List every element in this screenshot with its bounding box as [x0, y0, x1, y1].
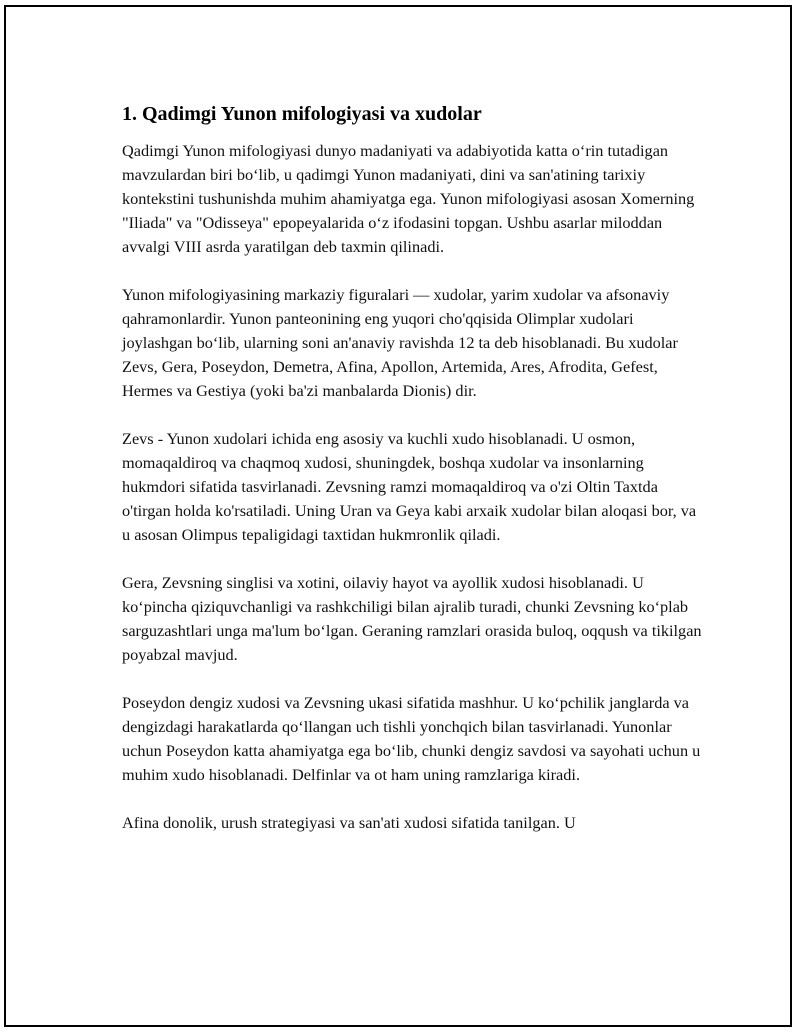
- paragraph-poseidon: Poseydon dengiz xudosi va Zevsning ukasi sifatida mashhur. U ko‘pchilik janglarda va dengizdagi harakatlarda qo‘llangan uch tishli yonchqich bilan tasvirlanadi. Yunonlar uchun Poseydon katta ahamiyatga ega bo‘lib, chunki dengiz savdosi va sayohati uchun u muhim xudo hisoblanadi. Delfinlar va ot ham uning ramzlariga kiradi.: [122, 693, 701, 784]
- document-body: [122, 101, 702, 859]
- paragraph-hera: Gera, Zevsning singlisi va xotini, oilaviy hayot va ayollik xudosi hisoblanadi. U ko‘pincha qiziquvchanligi va rashkchiligi bilan ajralib turadi, chunki Zevsning ko‘plab sarguzashtlari unga ma'lum bo‘lgan. Geraning ramzlari orasida buloq, oqqush va tikilgan poyabzal mavjud.: [122, 573, 702, 664]
- page-frame: [4, 5, 792, 1027]
- section-heading: 1. Qadimgi Yunon mifologiyasi va xudolar: [122, 103, 482, 125]
- paragraph-pantheon: Yunon mifologiyasining markaziy figuralari — xudolar, yarim xudolar va afsonaviy qahramonlardir. Yunon panteonining eng yuqori cho'qqisida Olimplar xudolari joylashgan bo‘lib, ularning soni an'anaviy ravishda 12 ta deb hisoblanadi. Bu xudolar Zevs, Gera, Poseydon, Demetra, Afina, Apollon, Artemida, Ares, Afrodita, Gefest, Hermes va Gestiya (yoki ba'zi manbalarda Dionis) dir.: [122, 285, 678, 400]
- paragraph-intro: Qadimgi Yunon mifologiyasi dunyo madaniyati va adabiyotida katta o‘rin tutadigan mavzulardan biri bo‘lib, u qadimgi Yunon madaniyati, dini va san'atining tarixiy kontekstini tushunishda muhim ahamiyatga ega. Yunon mifologiyasi asosan Xomerning "Iliada" va "Odisseya" epopeyalarida o‘z ifodasini topgan. Ushbu asarlar miloddan avvalgi VIII asrda yaratilgan deb taxmin qilinadi.: [122, 141, 695, 256]
- paragraph-zeus: Zevs - Yunon xudolari ichida eng asosiy va kuchli xudo hisoblanadi. U osmon, momaqaldiroq va chaqmoq xudosi, shuningdek, boshqa xudolar va insonlarning hukmdori sifatida tasvirlanadi. Zevsning ramzi momaqaldiroq va o'zi Oltin Taxtda o'tirgan holda ko'rsatiladi. Uning Uran va Geya kabi arxaik xudolar bilan aloqasi bor, va u asosan Olimpus tepaligidagi taxtidan hukmronlik qiladi.: [122, 429, 697, 544]
- paragraph-athena: Afina donolik, urush strategiyasi va san'ati xudosi sifatida tanilgan. U: [122, 813, 576, 832]
